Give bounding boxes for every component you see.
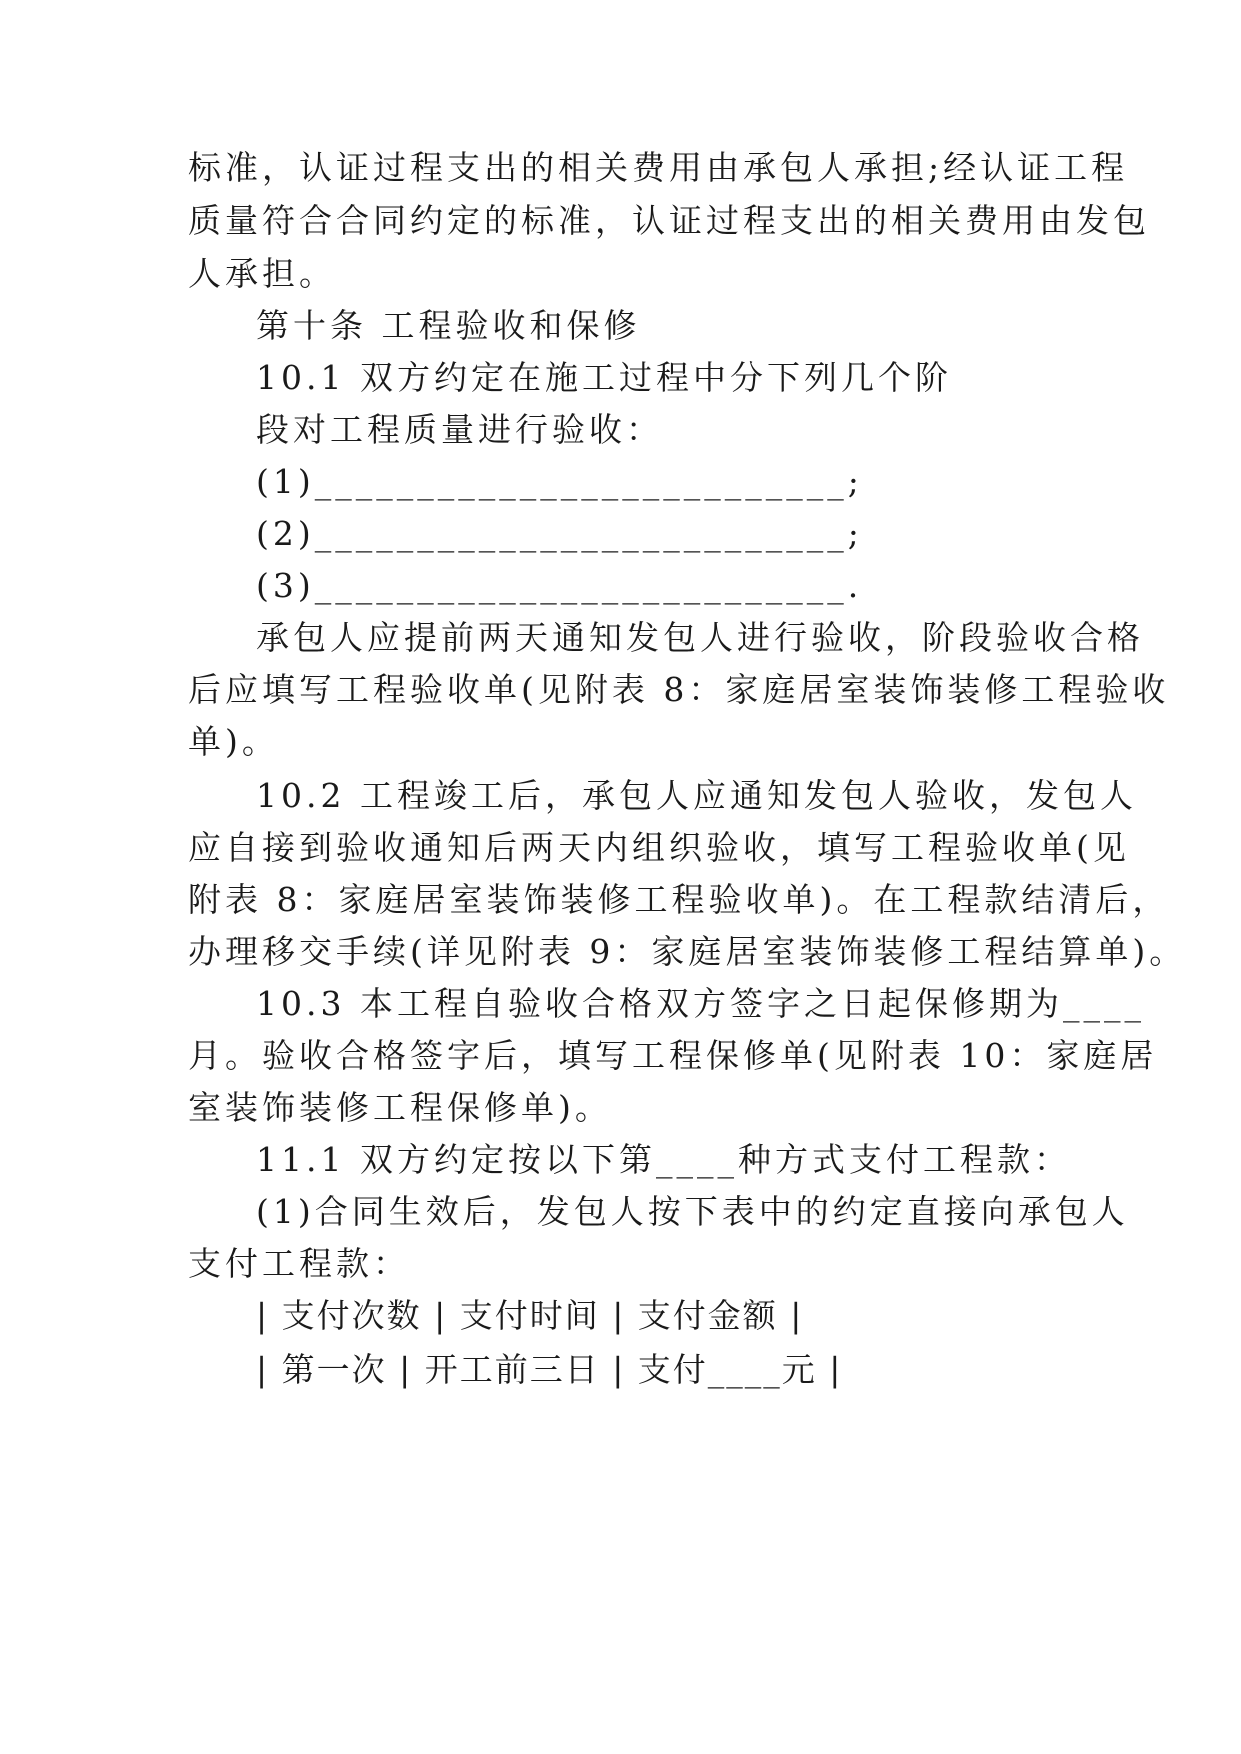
paragraph-line: 质量符合合同约定的标准，认证过程支出的相关费用由发包 [188,201,1150,240]
paragraph-line: 段对工程质量进行验收： [256,410,663,449]
paragraph-line: 10.2 工程竣工后，承包人应通知发包人验收，发包人 [256,776,1137,815]
paragraph-line: 室装饰装修工程保修单)。 [188,1088,612,1127]
blank-item-3: (3)__________________________. [256,566,863,605]
paragraph-line: 人承担。 [188,254,336,293]
paragraph-line: 单)。 [188,722,279,761]
paragraph-line: 11.1 双方约定按以下第____种方式支付工程款： [256,1140,1071,1179]
paragraph-line: 10.3 本工程自验收合格双方签字之日起保修期为____ [256,984,1145,1023]
payment-table-header: | 支付次数 | 支付时间 | 支付金额 | [256,1296,804,1335]
paragraph-line: 10.1 双方约定在施工过程中分下列几个阶 [256,358,952,397]
paragraph-line: (1)合同生效后，发包人按下表中的约定直接向承包人 [256,1192,1129,1231]
paragraph-line: 支付工程款： [188,1244,410,1283]
paragraph-line: 标准，认证过程支出的相关费用由承包人承担;经认证工程 [188,148,1129,187]
paragraph-line: 办理移交手续(详见附表 9：家庭居室装饰装修工程结算单)。 [188,932,1187,971]
payment-table-row: | 第一次 | 开工前三日 | 支付____元 | [256,1350,843,1389]
paragraph-line: 月。验收合格签字后，填写工程保修单(见附表 10：家庭居 [188,1036,1158,1075]
paragraph-line: 后应填写工程验收单(见附表 8：家庭居室装饰装修工程验收 [188,670,1170,709]
blank-item-1: (1)__________________________; [256,462,863,501]
blank-item-2: (2)__________________________; [256,514,863,553]
paragraph-line: 附表 8：家庭居室装饰装修工程验收单)。在工程款结清后， [188,880,1170,919]
paragraph-line: 应自接到验收通知后两天内组织验收，填写工程验收单(见 [188,828,1130,867]
section-heading: 第十条 工程验收和保修 [256,306,641,345]
paragraph-line: 承包人应提前两天通知发包人进行验收，阶段验收合格 [256,618,1144,657]
